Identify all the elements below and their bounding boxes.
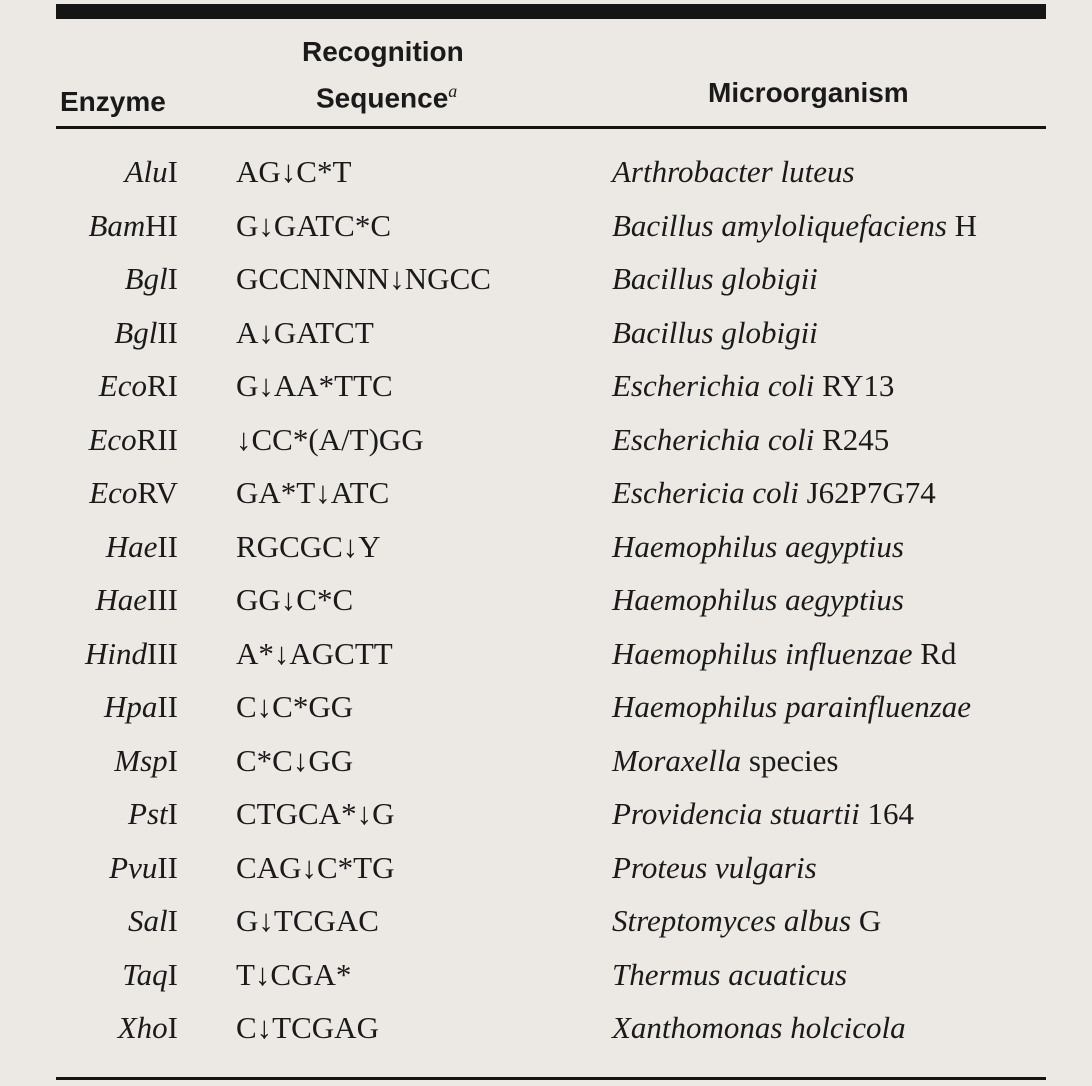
microorganism-cell (612, 420, 889, 460)
recognition-sequence-cell: C↓C*GG (236, 689, 354, 724)
enzyme-cell (0, 848, 178, 888)
header-recognition: Recognition (302, 36, 464, 67)
microorganism-name: Xanthomonas holcicola (612, 1010, 906, 1045)
microorganism-strain: G (851, 903, 882, 938)
microorganism-cell (612, 1008, 906, 1048)
enzyme-cell (0, 794, 178, 834)
table-row (0, 527, 1092, 581)
header-footnote-mark: a (448, 81, 458, 101)
enzyme-genus-abbrev: Bam (88, 207, 146, 243)
enzyme-genus-abbrev: Xho (117, 1010, 168, 1045)
microorganism-cell (612, 955, 847, 995)
microorganism-name: Proteus vulgaris (612, 849, 817, 885)
enzyme-cell (0, 313, 178, 353)
table-row (0, 366, 1092, 420)
enzyme-cell (0, 1008, 178, 1048)
table-row (0, 473, 1092, 527)
enzyme-strain-numeral: RV (137, 475, 178, 510)
enzyme-strain-numeral: HI (145, 207, 178, 243)
microorganism-name: Haemophilus influenzae (612, 635, 913, 671)
microorganism-cell (612, 687, 971, 727)
microorganism-name: Escherichia coli (612, 421, 815, 457)
enzyme-genus-abbrev: Eco (89, 475, 138, 510)
microorganism-name: Haemophilus aegyptius (612, 528, 904, 564)
recognition-sequence-cell: AG↓C*T (236, 154, 352, 189)
enzyme-strain-numeral: RII (136, 421, 178, 457)
table-body (0, 152, 1092, 1062)
recognition-sequence-cell: GA*T↓ATC (236, 475, 390, 510)
recognition-sequence-cell: A*↓AGCTT (236, 635, 393, 671)
table-row (0, 634, 1092, 688)
enzyme-genus-abbrev: Sal (128, 903, 168, 938)
table-row (0, 955, 1092, 1009)
enzyme-cell (0, 152, 178, 192)
microorganism-strain: H (946, 207, 978, 243)
microorganism-name: Haemophilus parainfluenzae (612, 689, 972, 724)
enzyme-strain-numeral: III (147, 582, 178, 617)
recognition-sequence-cell: G↓AA*TTC (236, 368, 393, 403)
enzyme-strain-numeral: II (157, 314, 178, 350)
recognition-sequence-cell: ↓CC*(A/T)GG (236, 421, 424, 457)
enzyme-cell (0, 206, 178, 246)
table-row (0, 687, 1092, 741)
enzyme-strain-numeral: II (157, 689, 178, 724)
microorganism-strain: J62P7G74 (798, 475, 936, 510)
enzyme-strain-numeral: I (167, 154, 178, 189)
header-microorganism: Microorganism (708, 77, 909, 108)
table-row (0, 1008, 1092, 1062)
enzyme-genus-abbrev: Hind (85, 635, 148, 671)
microorganism-name: Eschericia coli (612, 475, 799, 510)
enzyme-strain-numeral: II (157, 849, 178, 885)
microorganism-strain: species (741, 742, 839, 778)
enzyme-strain-numeral: I (167, 261, 178, 296)
recognition-sequence-cell: CTGCA*↓G (236, 796, 395, 831)
enzyme-strain-numeral: I (167, 796, 178, 831)
enzyme-genus-abbrev: Hpa (103, 689, 158, 724)
enzyme-strain-numeral: III (147, 635, 178, 671)
microorganism-name: Bacillus amyloliquefaciens (612, 207, 947, 243)
recognition-sequence-cell: C*C↓GG (236, 742, 354, 778)
microorganism-cell (612, 901, 881, 941)
recognition-sequence-cell: C↓TCGAG (236, 1010, 379, 1045)
enzyme-genus-abbrev: Hae (105, 528, 158, 564)
microorganism-cell (612, 313, 818, 353)
enzyme-cell (0, 420, 178, 460)
enzyme-strain-numeral: I (167, 956, 178, 992)
microorganism-cell (612, 473, 936, 513)
recognition-sequence-cell: G↓GATC*C (236, 207, 392, 243)
enzyme-genus-abbrev: Pvu (109, 849, 158, 885)
enzyme-strain-numeral: II (157, 528, 178, 564)
table-row (0, 206, 1092, 260)
enzyme-genus-abbrev: Eco (88, 421, 137, 457)
microorganism-strain: 164 (859, 796, 914, 831)
table-row (0, 580, 1092, 634)
recognition-sequence-cell: RGCGC↓Y (236, 528, 381, 564)
top-rule (56, 4, 1046, 19)
enzyme-cell (0, 473, 178, 513)
recognition-sequence-cell: CAG↓C*TG (236, 849, 395, 885)
microorganism-cell (612, 152, 855, 192)
microorganism-cell (612, 848, 817, 888)
table-row (0, 794, 1092, 848)
enzyme-genus-abbrev: Eco (98, 368, 147, 403)
microorganism-name: Escherichia coli (612, 368, 815, 403)
enzyme-cell (0, 741, 178, 781)
table-row (0, 848, 1092, 902)
table-row (0, 901, 1092, 955)
microorganism-cell (612, 366, 894, 406)
enzyme-cell (0, 687, 178, 727)
enzyme-genus-abbrev: Taq (122, 956, 168, 992)
header-enzyme: Enzyme (60, 86, 166, 117)
enzyme-strain-numeral: I (167, 903, 178, 938)
recognition-sequence-cell: GG↓C*C (236, 582, 354, 617)
table-row (0, 259, 1092, 313)
table-row (0, 420, 1092, 474)
recognition-sequence-cell: A↓GATCT (236, 314, 374, 350)
enzyme-cell (0, 580, 178, 620)
enzyme-cell (0, 634, 178, 674)
microorganism-strain: Rd (912, 635, 957, 671)
microorganism-name: Bacillus globigii (612, 314, 818, 350)
recognition-sequence-cell: G↓TCGAC (236, 903, 379, 938)
enzyme-genus-abbrev: Pst (128, 796, 168, 831)
microorganism-name: Thermus acuaticus (612, 956, 848, 992)
microorganism-name: Haemophilus aegyptius (612, 582, 904, 617)
header-sequence-text: Sequence (316, 82, 449, 114)
enzyme-cell (0, 527, 178, 567)
microorganism-strain: R245 (814, 421, 890, 457)
microorganism-name: Streptomyces albus (612, 903, 852, 938)
recognition-sequence-cell: T↓CGA* (236, 956, 352, 992)
table-row (0, 313, 1092, 367)
microorganism-cell (612, 206, 977, 246)
microorganism-name: Bacillus globigii (612, 261, 818, 296)
microorganism-cell (612, 741, 838, 781)
microorganism-cell (612, 259, 818, 299)
header-sequence (316, 82, 457, 112)
microorganism-name: Arthrobacter luteus (612, 154, 855, 189)
enzyme-cell (0, 259, 178, 299)
microorganism-cell (612, 527, 904, 567)
enzyme-genus-abbrev: Bgl (124, 261, 168, 296)
microorganism-strain: RY13 (814, 368, 895, 403)
recognition-sequence-cell: GCCNNNN↓NGCC (236, 261, 491, 296)
bottom-rule (56, 1077, 1046, 1080)
microorganism-name: Moraxella (612, 742, 742, 778)
microorganism-cell (612, 580, 904, 620)
enzyme-strain-numeral: I (167, 742, 178, 778)
enzyme-strain-numeral: I (167, 1010, 178, 1045)
microorganism-name: Providencia stuartii (612, 796, 860, 831)
enzyme-cell (0, 366, 178, 406)
header-rule (56, 126, 1046, 129)
enzyme-genus-abbrev: Msp (114, 742, 168, 778)
microorganism-cell (612, 634, 956, 674)
enzyme-genus-abbrev: Hae (95, 582, 148, 617)
microorganism-cell (612, 794, 914, 834)
enzyme-cell (0, 901, 178, 941)
enzyme-genus-abbrev: Bgl (114, 314, 158, 350)
enzyme-strain-numeral: RI (147, 368, 178, 403)
table-row (0, 152, 1092, 206)
table-row (0, 741, 1092, 795)
enzyme-cell (0, 955, 178, 995)
enzyme-genus-abbrev: Alu (124, 154, 168, 189)
